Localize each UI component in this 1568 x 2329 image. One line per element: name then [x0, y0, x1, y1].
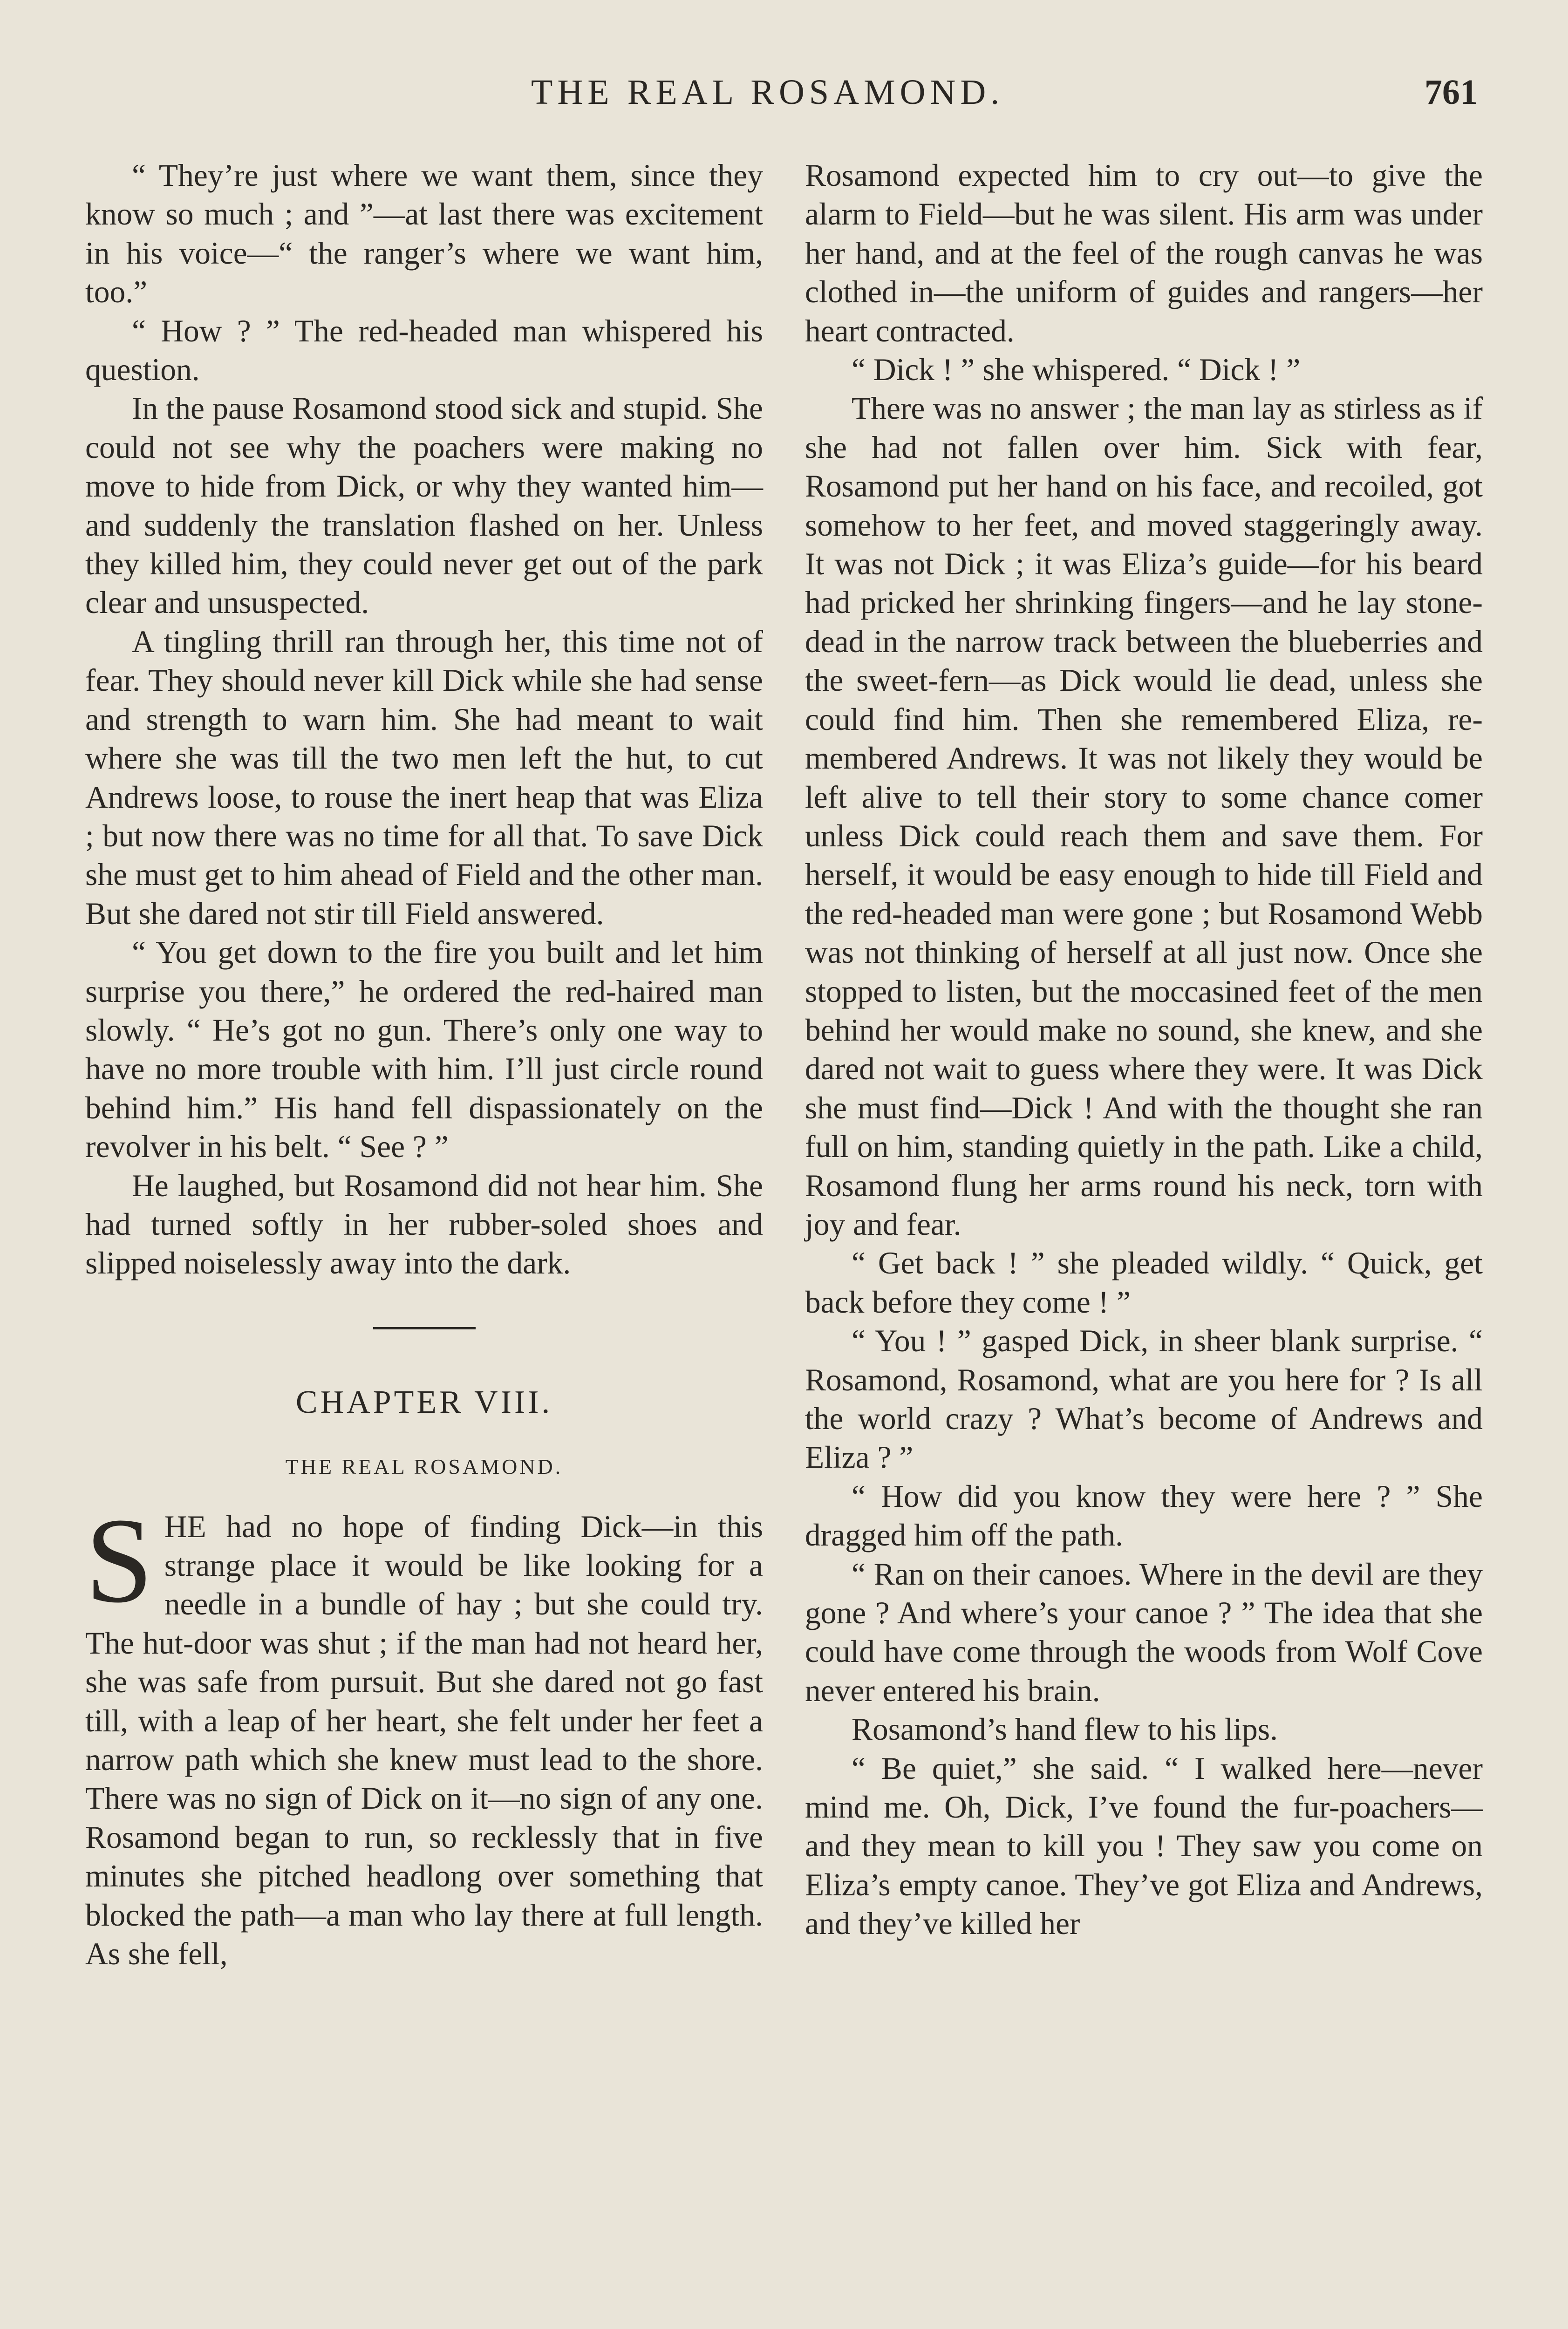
page-number: 761: [1425, 73, 1478, 112]
chapter-opening-paragraph: [85, 1492, 763, 1974]
running-title: THE REAL ROSAMOND.: [531, 73, 1004, 112]
paragraph: Rosamond’s hand flew to his lips.: [852, 1712, 1278, 1747]
chapter-subtitle: THE REAL ROSAMOND.: [285, 1455, 563, 1479]
chapter-heading: CHAPTER VIII.: [295, 1384, 553, 1420]
paragraph: “ You get down to the fire you built and let him surprise you there,” he ordered the red-haired man slowly. “ He’s got no gun. There’s only one way to have no more trouble with him. I’ll just circle round behind him.” His hand fell dispassionately on the revolver in his belt. “ See ? ”: [85, 935, 763, 1164]
paragraph: He laughed, but Rosamond did not hear him. She had turned softly in her rubber-soled shoes and slipped noiselessly away into the dark.: [85, 1168, 763, 1281]
paragraph: “ They’re just where we want them, since they know so much ; and ”—at last there was excitement in his voice—“ the ranger’s where we want him, too.”: [85, 158, 763, 310]
paragraph: “ Dick ! ” she whispered. “ Dick ! ”: [852, 352, 1301, 388]
paragraph: “ How did you know they were here ? ” She dragged him off the path.: [805, 1478, 1483, 1553]
right-column: [805, 156, 1483, 1943]
paragraph: “ You ! ” gasped Dick, in sheer blank surprise. “ Rosamond, Rosamond, what are you here for ? Is all the world crazy ? What’s become of Andrews and Eliza ? ”: [805, 1323, 1483, 1475]
drop-cap: S: [85, 1492, 153, 1628]
paragraph: “ Ran on their canoes. Where in the devil are they gone ? And where’s your canoe ? ” The idea that she could have come through the woods from Wolf Cove never entered his brain.: [805, 1556, 1483, 1708]
paragraph: A tingling thrill ran through her, this time not of fear. They should never kill Dick while she had sense and strength to warn him. She had meant to wait where she was till the two men left the hut, to cut Andrews loose, to rouse the inert heap that was Eliza ; but now there was no time for all that. To save Dick she must get to him ahead of Field and the other man. But she dared not stir till Field answered.: [85, 624, 763, 931]
paragraph: “ How ? ” The red-headed man whispered his question.: [85, 313, 763, 388]
continued-paragraph: Rosamond expected him to cry out—to give the alarm to Field—but he was silent. His arm was under her hand, and at the feel of the rough canvas he was clothed in—the uniform of guides and rangers—her heart contracted.: [805, 158, 1483, 348]
paragraph: In the pause Rosamond stood sick and stupid. She could not see why the poachers were making no move to hide from Dick, or why they wanted him—and suddenly the translation flashed on her. Unless they killed him, they could never get out of the park clear and unsuspected.: [85, 391, 763, 620]
page-header: [0, 72, 1568, 123]
section-divider: [373, 1327, 476, 1329]
left-column: [85, 156, 763, 1973]
paragraph: There was no answer ; the man lay as stirless as if she had not fallen over him. Sick with fear, Rosamond put her hand on his face, and recoiled, got somehow to her feet, and moved staggeringly away. It was not Dick ; it was Eliza’s guide—for his beard had pricked her shrinking fingers—and he lay stone-dead in the narrow track between the blueberries and the sweet-fern—as Dick would lie dead, unless she could find him. Then she remembered Eliza, remembered Andrews. It was not likely they would be left alive to tell their story to some chance comer unless Dick could reach them and save them. For herself, it would be easy enough to hide till Field and the red-headed man were gone ; but Rosamond Webb was not thinking of herself at all just now. Once she stopped to listen, but the moccasined feet of the men behind her would make no sound, she knew, and she dared not wait to guess where they were. It was Dick she must find—Dick ! And with the thought she ran full on him, standing quietly in the path. Like a child, Rosamond flung her arms round his neck, torn with joy and fear.: [805, 391, 1483, 1242]
chapter-opening-text: HE had no hope of finding Dick—in this strange place it would be like looking for a needle in a bundle of hay ; but she could try. The hut-door was shut ; if the man had not heard her, she was safe from pursuit. But she dared not go fast till, with a leap of her heart, she felt under her feet a narrow path which she knew must lead to the shore. There was no sign of Dick on it—no sign of any one. Rosamond began to run, so recklessly that in five minutes she pitched headlong over something that blocked the path—a man who lay there at full length. As she fell,: [85, 1509, 763, 1972]
paragraph: “ Get back ! ” she pleaded wildly. “ Quick, get back before they come ! ”: [805, 1246, 1483, 1320]
paragraph: “ Be quiet,” she said. “ I walked here—never mind me. Oh, Dick, I’ve found the fur-poachers—and they mean to kill you ! They saw you come on Eliza’s empty canoe. They’ve got Eliza and Andrews, and they’ve killed her: [805, 1750, 1483, 1941]
